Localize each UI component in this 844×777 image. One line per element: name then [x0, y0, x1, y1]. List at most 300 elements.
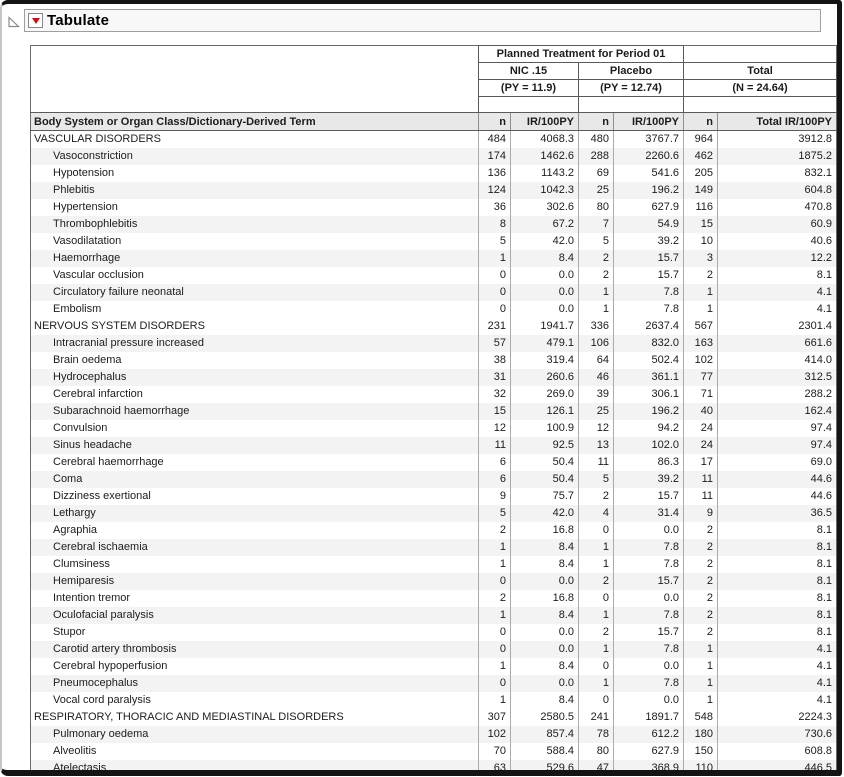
placebo-n-cell: 1	[579, 556, 614, 573]
table-row[interactable]	[31, 607, 837, 624]
nic-ir-cell: 529.6	[511, 760, 579, 777]
total-n-cell: 71	[684, 386, 718, 403]
placebo-n-cell: 11	[579, 454, 614, 471]
total-n-cell: 116	[684, 199, 718, 216]
nic-n-cell: 1	[479, 607, 511, 624]
term-column-header: Body System or Organ Class/Dictionary-Derived Term	[31, 113, 479, 131]
total-ir-cell: 44.6	[718, 488, 837, 505]
total-ir-cell: 44.6	[718, 471, 837, 488]
total-ir-header: Total IR/100PY	[718, 113, 837, 131]
placebo-n-cell: 5	[579, 233, 614, 250]
total-n-cell: 1	[684, 301, 718, 318]
placebo-n-cell: 7	[579, 216, 614, 233]
table-row[interactable]	[31, 505, 837, 522]
table-row[interactable]	[31, 726, 837, 743]
term-cell: Intracranial pressure increased	[53, 337, 205, 349]
placebo-n-cell: 1	[579, 641, 614, 658]
term-cell: Brain oedema	[53, 354, 122, 366]
nic-ir-cell: 1042.3	[511, 182, 579, 199]
total-ir-cell: 446.5	[718, 760, 837, 777]
term-cell: Vocal cord paralysis	[53, 694, 151, 706]
total-n-cell: 11	[684, 471, 718, 488]
term-cell: Hydrocephalus	[53, 371, 127, 383]
total-n-cell: 2	[684, 267, 718, 284]
total-ir-cell: 604.8	[718, 182, 837, 199]
nic-n-header: n	[479, 113, 511, 131]
column-group-placebo: Placebo	[579, 63, 684, 80]
placebo-n-cell: 106	[579, 335, 614, 352]
nic-n-cell: 57	[479, 335, 511, 352]
term-cell: Cerebral haemorrhage	[53, 456, 164, 468]
placebo-ir-cell: 0.0	[614, 522, 684, 539]
placebo-ir-cell: 7.8	[614, 641, 684, 658]
nic-n-cell: 38	[479, 352, 511, 369]
total-ir-cell: 4.1	[718, 692, 837, 709]
placebo-ir-cell: 541.6	[614, 165, 684, 182]
placebo-n-cell: 25	[579, 403, 614, 420]
nic-ir-cell: 0.0	[511, 301, 579, 318]
total-ir-cell: 661.6	[718, 335, 837, 352]
total-ir-cell: 8.1	[718, 590, 837, 607]
table-row[interactable]	[31, 471, 837, 488]
nic-n-cell: 1	[479, 539, 511, 556]
nic-n-cell: 0	[479, 267, 511, 284]
placebo-n-cell: 2	[579, 573, 614, 590]
placebo-ir-cell: 7.8	[614, 539, 684, 556]
total-ir-cell: 40.6	[718, 233, 837, 250]
table-row[interactable]	[31, 403, 837, 420]
table-row[interactable]	[31, 165, 837, 182]
nic-n-cell: 174	[479, 148, 511, 165]
placebo-ir-cell: 0.0	[614, 658, 684, 675]
placebo-ir-cell: 196.2	[614, 182, 684, 199]
nic-ir-cell: 50.4	[511, 454, 579, 471]
column-group-nic: NIC .15	[479, 63, 579, 80]
total-ir-cell: 2224.3	[718, 709, 837, 726]
term-cell: Coma	[53, 473, 83, 485]
placebo-ir-cell: 0.0	[614, 692, 684, 709]
placebo-ir-cell: 94.2	[614, 420, 684, 437]
placebo-ir-cell: 7.8	[614, 607, 684, 624]
total-n-cell: 2	[684, 607, 718, 624]
placebo-n-cell: 480	[579, 131, 614, 148]
nic-ir-cell: 0.0	[511, 267, 579, 284]
term-cell: Haemorrhage	[53, 252, 121, 264]
total-n-cell: 2	[684, 539, 718, 556]
table-row[interactable]	[31, 233, 837, 250]
table-row[interactable]	[31, 743, 837, 760]
nic-ir-cell: 479.1	[511, 335, 579, 352]
placebo-n-cell: 25	[579, 182, 614, 199]
total-n-cell: 1	[684, 284, 718, 301]
nic-n-cell: 12	[479, 420, 511, 437]
total-n-cell: 110	[684, 760, 718, 777]
nic-n-cell: 0	[479, 284, 511, 301]
total-n-cell: 24	[684, 437, 718, 454]
placebo-n-cell: 46	[579, 369, 614, 386]
total-n-header: n	[684, 113, 718, 131]
placebo-n-cell: 12	[579, 420, 614, 437]
red-triangle-menu-icon[interactable]	[28, 13, 43, 28]
group-header: Planned Treatment for Period 01	[479, 46, 684, 63]
total-n-cell: 462	[684, 148, 718, 165]
nic-n-cell: 31	[479, 369, 511, 386]
total-n-cell: 2	[684, 556, 718, 573]
placebo-ir-cell: 15.7	[614, 250, 684, 267]
nic-ir-cell: 1941.7	[511, 318, 579, 335]
table-row[interactable]	[31, 148, 837, 165]
n-total-label: (N = 24.64)	[684, 80, 837, 97]
nic-ir-cell: 126.1	[511, 403, 579, 420]
outline-title-bar	[24, 9, 821, 32]
total-ir-cell: 8.1	[718, 624, 837, 641]
term-cell: Cerebral ischaemia	[53, 541, 148, 553]
total-n-cell: 2	[684, 522, 718, 539]
table-row[interactable]	[31, 488, 837, 505]
term-cell: Subarachnoid haemorrhage	[53, 405, 190, 417]
nic-n-cell: 5	[479, 233, 511, 250]
placebo-ir-cell: 54.9	[614, 216, 684, 233]
nic-ir-cell: 67.2	[511, 216, 579, 233]
placebo-n-cell: 1	[579, 301, 614, 318]
placebo-ir-cell: 7.8	[614, 301, 684, 318]
total-ir-cell: 12.2	[718, 250, 837, 267]
nic-n-cell: 2	[479, 522, 511, 539]
column-group-total: Total	[684, 63, 837, 80]
nic-n-cell: 32	[479, 386, 511, 403]
term-cell: Vascular occlusion	[53, 269, 144, 281]
nic-ir-cell: 302.6	[511, 199, 579, 216]
placebo-n-cell: 69	[579, 165, 614, 182]
total-n-cell: 40	[684, 403, 718, 420]
total-ir-cell: 4.1	[718, 641, 837, 658]
nic-n-cell: 15	[479, 403, 511, 420]
table-row[interactable]	[31, 760, 837, 777]
nic-n-cell: 6	[479, 471, 511, 488]
outline-header	[4, 9, 828, 33]
nic-n-cell: 0	[479, 573, 511, 590]
placebo-n-cell: 241	[579, 709, 614, 726]
table-row[interactable]	[31, 131, 837, 148]
placebo-ir-header: IR/100PY	[614, 113, 684, 131]
placebo-ir-cell: 3767.7	[614, 131, 684, 148]
nic-n-cell: 0	[479, 641, 511, 658]
total-ir-cell: 8.1	[718, 556, 837, 573]
term-cell: RESPIRATORY, THORACIC AND MEDIASTINAL DISORDERS	[34, 711, 344, 723]
total-n-cell: 150	[684, 743, 718, 760]
table-row[interactable]	[31, 641, 837, 658]
nic-n-cell: 484	[479, 131, 511, 148]
total-n-cell: 180	[684, 726, 718, 743]
table-row[interactable]	[31, 692, 837, 709]
nic-ir-cell: 50.4	[511, 471, 579, 488]
table-row[interactable]	[31, 522, 837, 539]
placebo-ir-cell: 102.0	[614, 437, 684, 454]
table-row[interactable]	[31, 573, 837, 590]
total-n-cell: 10	[684, 233, 718, 250]
term-cell: Clumsiness	[53, 558, 110, 570]
total-ir-cell: 8.1	[718, 607, 837, 624]
table-row[interactable]	[31, 267, 837, 284]
total-ir-cell: 162.4	[718, 403, 837, 420]
table-body	[31, 131, 837, 777]
nic-ir-cell: 16.8	[511, 590, 579, 607]
nic-n-cell: 102	[479, 726, 511, 743]
term-cell: Thrombophlebitis	[53, 218, 138, 230]
placebo-n-cell: 2	[579, 624, 614, 641]
table-row[interactable]	[31, 352, 837, 369]
total-n-cell: 567	[684, 318, 718, 335]
nic-ir-cell: 0.0	[511, 624, 579, 641]
nic-ir-cell: 16.8	[511, 522, 579, 539]
total-ir-cell: 3912.8	[718, 131, 837, 148]
placebo-n-cell: 2	[579, 488, 614, 505]
total-ir-cell: 4.1	[718, 658, 837, 675]
placebo-ir-cell: 2637.4	[614, 318, 684, 335]
table-row[interactable]	[31, 556, 837, 573]
tabulate-table-container	[30, 45, 837, 776]
placebo-ir-cell: 7.8	[614, 556, 684, 573]
placebo-n-header: n	[579, 113, 614, 131]
nic-ir-cell: 8.4	[511, 539, 579, 556]
nic-ir-cell: 92.5	[511, 437, 579, 454]
nic-n-cell: 1	[479, 250, 511, 267]
placebo-ir-cell: 368.9	[614, 760, 684, 777]
nic-n-cell: 231	[479, 318, 511, 335]
placebo-ir-cell: 2260.6	[614, 148, 684, 165]
nic-n-cell: 0	[479, 624, 511, 641]
total-n-cell: 11	[684, 488, 718, 505]
total-ir-cell: 312.5	[718, 369, 837, 386]
nic-ir-cell: 588.4	[511, 743, 579, 760]
table-row[interactable]	[31, 386, 837, 403]
table-row[interactable]	[31, 318, 837, 335]
nic-ir-cell: 8.4	[511, 692, 579, 709]
placebo-ir-cell: 7.8	[614, 675, 684, 692]
total-ir-cell: 730.6	[718, 726, 837, 743]
placebo-ir-cell: 0.0	[614, 590, 684, 607]
total-n-cell: 77	[684, 369, 718, 386]
table-row[interactable]	[31, 182, 837, 199]
table-row[interactable]	[31, 709, 837, 726]
placebo-n-cell: 80	[579, 199, 614, 216]
placebo-n-cell: 13	[579, 437, 614, 454]
nic-n-cell: 124	[479, 182, 511, 199]
spacer-cell	[479, 97, 579, 113]
placebo-ir-cell: 15.7	[614, 488, 684, 505]
total-n-cell: 548	[684, 709, 718, 726]
table-row[interactable]	[31, 420, 837, 437]
term-cell: Dizziness exertional	[53, 490, 151, 502]
table-row[interactable]	[31, 301, 837, 318]
total-ir-cell: 60.9	[718, 216, 837, 233]
nic-n-cell: 5	[479, 505, 511, 522]
py-placebo-label: (PY = 12.74)	[579, 80, 684, 97]
total-ir-cell: 97.4	[718, 420, 837, 437]
term-cell: Hypertension	[53, 201, 118, 213]
nic-n-cell: 1	[479, 658, 511, 675]
table-row[interactable]	[31, 199, 837, 216]
table-row[interactable]	[31, 335, 837, 352]
nic-ir-cell: 0.0	[511, 641, 579, 658]
nic-n-cell: 8	[479, 216, 511, 233]
total-ir-cell: 414.0	[718, 352, 837, 369]
outline-title[interactable]: Tabulate	[47, 12, 110, 29]
placebo-ir-cell: 39.2	[614, 233, 684, 250]
nic-ir-cell: 1143.2	[511, 165, 579, 182]
total-n-cell: 3	[684, 250, 718, 267]
nic-n-cell: 6	[479, 454, 511, 471]
total-ir-cell: 4.1	[718, 675, 837, 692]
placebo-n-cell: 1	[579, 284, 614, 301]
nic-n-cell: 1	[479, 556, 511, 573]
placebo-n-cell: 80	[579, 743, 614, 760]
placebo-ir-cell: 502.4	[614, 352, 684, 369]
placebo-ir-cell: 627.9	[614, 199, 684, 216]
py-nic-label: (PY = 11.9)	[479, 80, 579, 97]
placebo-n-cell: 39	[579, 386, 614, 403]
term-cell: Oculofacial paralysis	[53, 609, 154, 621]
nic-ir-cell: 8.4	[511, 658, 579, 675]
total-ir-cell: 8.1	[718, 522, 837, 539]
term-cell: Intention tremor	[53, 592, 131, 604]
total-n-cell: 964	[684, 131, 718, 148]
term-cell: Convulsion	[53, 422, 108, 434]
placebo-ir-cell: 832.0	[614, 335, 684, 352]
table-row[interactable]	[31, 675, 837, 692]
placebo-ir-cell: 196.2	[614, 403, 684, 420]
term-cell: Lethargy	[53, 507, 96, 519]
total-ir-cell: 4.1	[718, 301, 837, 318]
term-cell: Alveolitis	[53, 745, 97, 757]
table-row[interactable]	[31, 590, 837, 607]
placebo-n-cell: 1	[579, 675, 614, 692]
nic-n-cell: 70	[479, 743, 511, 760]
nic-n-cell: 136	[479, 165, 511, 182]
table-row[interactable]	[31, 369, 837, 386]
placebo-n-cell: 1	[579, 539, 614, 556]
table-row[interactable]	[31, 624, 837, 641]
total-ir-cell: 470.8	[718, 199, 837, 216]
term-cell: Cerebral infarction	[53, 388, 143, 400]
adverse-events-table	[30, 45, 837, 776]
nic-ir-cell: 0.0	[511, 573, 579, 590]
term-cell: VASCULAR DISORDERS	[34, 133, 161, 146]
placebo-n-cell: 4	[579, 505, 614, 522]
placebo-ir-cell: 15.7	[614, 267, 684, 284]
total-n-cell: 1	[684, 658, 718, 675]
nic-ir-cell: 319.4	[511, 352, 579, 369]
term-cell: Vasoconstriction	[53, 150, 133, 162]
placebo-ir-cell: 39.2	[614, 471, 684, 488]
total-ir-cell: 4.1	[718, 284, 837, 301]
nic-ir-cell: 42.0	[511, 233, 579, 250]
total-ir-cell: 288.2	[718, 386, 837, 403]
table-row[interactable]	[31, 284, 837, 301]
table-row[interactable]	[31, 437, 837, 454]
placebo-ir-cell: 86.3	[614, 454, 684, 471]
term-cell: Carotid artery thrombosis	[53, 643, 177, 655]
total-ir-cell: 2301.4	[718, 318, 837, 335]
nic-ir-cell: 4068.3	[511, 131, 579, 148]
nic-ir-cell: 2580.5	[511, 709, 579, 726]
total-n-cell: 149	[684, 182, 718, 199]
nic-ir-cell: 269.0	[511, 386, 579, 403]
nic-n-cell: 2	[479, 590, 511, 607]
total-ir-cell: 97.4	[718, 437, 837, 454]
placebo-n-cell: 2	[579, 267, 614, 284]
total-n-cell: 1	[684, 641, 718, 658]
spacer-cell	[684, 97, 837, 113]
total-n-cell: 2	[684, 573, 718, 590]
placebo-ir-cell: 627.9	[614, 743, 684, 760]
term-cell: NERVOUS SYSTEM DISORDERS	[34, 320, 205, 332]
nic-n-cell: 63	[479, 760, 511, 777]
total-ir-cell: 832.1	[718, 165, 837, 182]
table-row[interactable]	[31, 539, 837, 556]
term-cell: Stupor	[53, 626, 86, 638]
total-n-cell: 1	[684, 675, 718, 692]
nic-n-cell: 307	[479, 709, 511, 726]
total-n-cell: 1	[684, 692, 718, 709]
term-cell: Hemiparesis	[53, 575, 115, 587]
nic-n-cell: 9	[479, 488, 511, 505]
term-cell: Atelectasis	[53, 761, 107, 774]
nic-ir-cell: 0.0	[511, 675, 579, 692]
total-ir-cell: 8.1	[718, 539, 837, 556]
header-empty-cell	[684, 46, 837, 63]
table-row[interactable]	[31, 250, 837, 267]
table-row[interactable]	[31, 454, 837, 471]
total-n-cell: 15	[684, 216, 718, 233]
outline-collapse-icon[interactable]	[7, 15, 20, 28]
term-cell: Agraphia	[53, 524, 98, 536]
total-n-cell: 24	[684, 420, 718, 437]
term-cell: Hypotension	[53, 167, 115, 179]
nic-n-cell: 1	[479, 692, 511, 709]
placebo-n-cell: 0	[579, 522, 614, 539]
nic-ir-cell: 260.6	[511, 369, 579, 386]
total-ir-cell: 608.8	[718, 743, 837, 760]
total-ir-cell: 36.5	[718, 505, 837, 522]
spacer-cell	[579, 97, 684, 113]
placebo-n-cell: 78	[579, 726, 614, 743]
nic-n-cell: 0	[479, 301, 511, 318]
placebo-ir-cell: 1891.7	[614, 709, 684, 726]
placebo-n-cell: 0	[579, 590, 614, 607]
placebo-n-cell: 47	[579, 760, 614, 777]
placebo-ir-cell: 7.8	[614, 284, 684, 301]
total-ir-cell: 8.1	[718, 573, 837, 590]
total-ir-cell: 8.1	[718, 267, 837, 284]
table-row[interactable]	[31, 216, 837, 233]
placebo-n-cell: 288	[579, 148, 614, 165]
nic-ir-cell: 75.7	[511, 488, 579, 505]
placebo-ir-cell: 306.1	[614, 386, 684, 403]
term-cell: Cerebral hypoperfusion	[53, 660, 168, 672]
nic-ir-cell: 0.0	[511, 284, 579, 301]
table-row[interactable]	[31, 658, 837, 675]
placebo-n-cell: 336	[579, 318, 614, 335]
total-n-cell: 205	[684, 165, 718, 182]
term-cell: Vasodilatation	[53, 235, 122, 247]
placebo-n-cell: 2	[579, 250, 614, 267]
placebo-ir-cell: 612.2	[614, 726, 684, 743]
nic-ir-header: IR/100PY	[511, 113, 579, 131]
nic-ir-cell: 100.9	[511, 420, 579, 437]
placebo-ir-cell: 361.1	[614, 369, 684, 386]
nic-ir-cell: 8.4	[511, 607, 579, 624]
